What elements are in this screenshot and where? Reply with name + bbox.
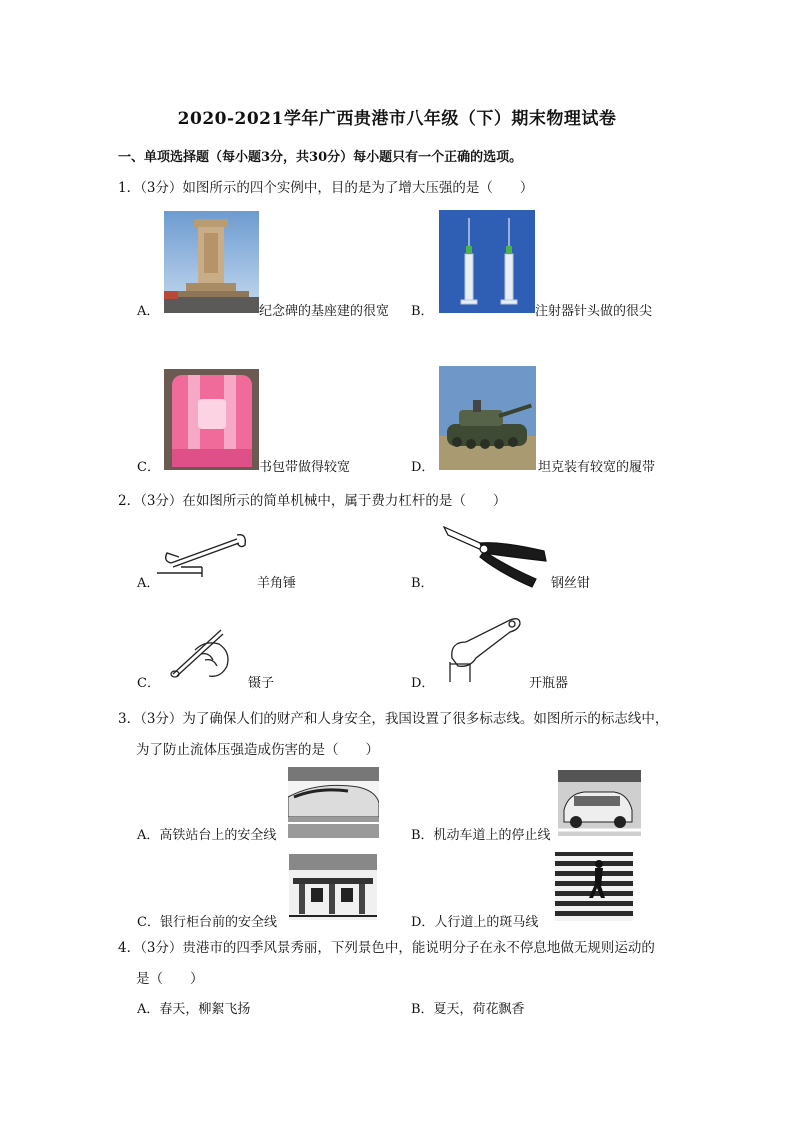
question-2-stem: 2．（3分）在如图所示的简单机械中，属于费力杠杆的是（ ） xyxy=(118,493,507,509)
tweezers-drawing xyxy=(165,622,238,682)
q4-option-b-label: B．夏天，荷花飘香 xyxy=(411,1002,525,1017)
q3-option-a-label: A．高铁站台上的安全线 xyxy=(137,828,277,843)
question-3-stem-line2: 为了防止流体压强造成伤害的是（ ） xyxy=(136,742,379,758)
q3-option-b-label: B．机动车道上的停止线 xyxy=(411,828,551,843)
q1-option-d-caption: 坦克装有较宽的履带 xyxy=(538,460,656,475)
q1-option-d-letter: D． xyxy=(411,460,435,475)
monument-image xyxy=(164,211,259,313)
page-title: 2020-2021学年广西贵港市八年级（下）期末物理试卷 xyxy=(177,109,617,129)
q2-option-d-caption: 开瓶器 xyxy=(529,676,569,691)
q1-option-b-caption: 注射器针头做的很尖 xyxy=(535,304,653,319)
q1-option-a-caption: 纪念碑的基座建的很宽 xyxy=(259,304,390,319)
q1-option-c-letter: C． xyxy=(137,460,160,475)
q4-option-a-label: A．春天，柳絮飞扬 xyxy=(137,1002,251,1017)
syringe-image xyxy=(439,210,535,313)
q2-option-b-caption: 钢丝钳 xyxy=(551,576,591,591)
q2-option-a-letter: A． xyxy=(137,576,160,591)
q2-option-a-caption: 羊角锤 xyxy=(257,576,297,591)
high-speed-train-image xyxy=(288,767,379,838)
q1-option-c-caption: 书包带做得较宽 xyxy=(259,460,351,475)
backpack-image xyxy=(164,369,259,470)
claw-hammer-drawing xyxy=(157,527,252,581)
q2-option-b-letter: B． xyxy=(411,576,434,591)
bank-counter-image xyxy=(289,854,377,920)
q2-option-d-letter: D． xyxy=(411,676,435,691)
question-4-stem-line1: 4．（3分）贵港市的四季风景秀丽，下列景色中，能说明分子在永不停息地做无规则运动的 xyxy=(118,940,655,956)
q3-option-c-label: C．银行柜台前的安全线 xyxy=(137,915,277,930)
q2-option-c-letter: C． xyxy=(137,676,160,691)
q1-option-a-letter: A． xyxy=(137,304,160,319)
question-4-stem-line2: 是（ ） xyxy=(136,971,204,987)
pliers-drawing xyxy=(440,521,549,593)
q3-option-d-label: D．人行道上的斑马线 xyxy=(411,915,539,930)
question-3-stem-line1: 3．（3分）为了确保人们的财产和人身安全，我国设置了很多标志线。如图所示的标志线中， xyxy=(118,711,669,727)
bottle-opener-drawing xyxy=(446,612,524,684)
tank-image xyxy=(439,366,536,470)
stopped-car-image xyxy=(558,770,641,836)
section-heading: 一、单项选择题（每小题3分，共30分）每小题只有一个正确的选项。 xyxy=(118,150,523,165)
question-1-stem: 1．（3分）如图所示的四个实例中，目的是为了增大压强的是（ ） xyxy=(118,180,534,196)
q1-option-b-letter: B． xyxy=(411,304,434,319)
q2-option-c-caption: 镊子 xyxy=(248,676,275,691)
zebra-crossing-image xyxy=(555,852,633,921)
